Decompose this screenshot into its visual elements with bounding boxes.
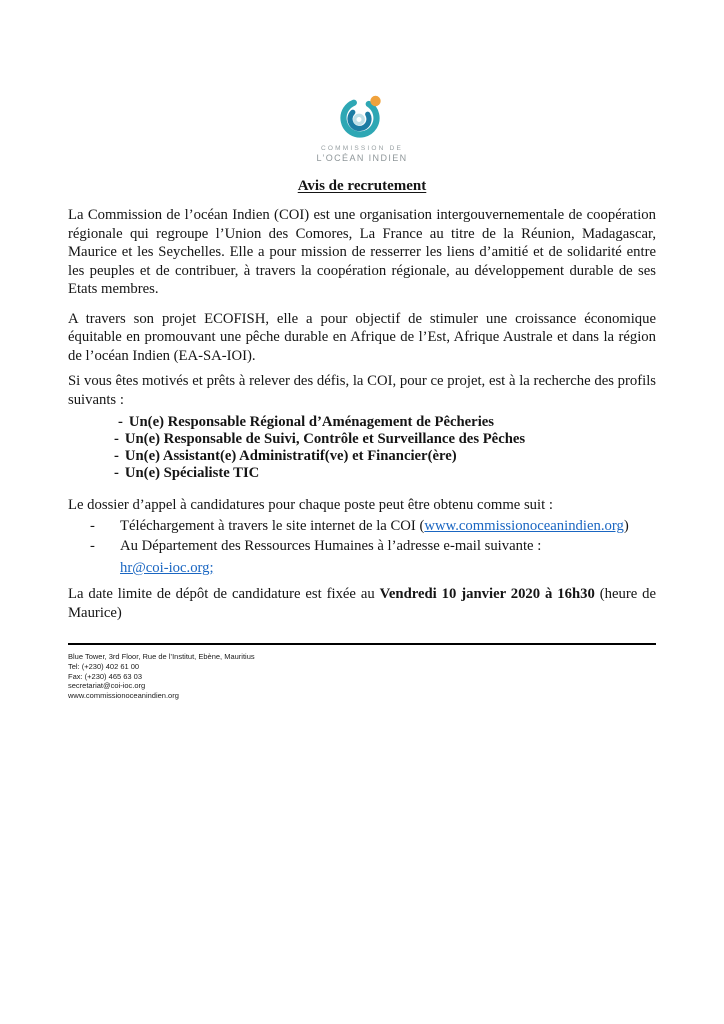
page-title (68, 178, 656, 195)
bullet-hr-label: Au Département des Ressources Humaines à l’adresse e-mail suivante : (120, 538, 542, 554)
footer-website: www.commissionoceanindien.org (68, 691, 179, 701)
bullet-hr-text (120, 537, 656, 577)
deadline-pre-text: La date limite de dépôt de candidature est fixée au (68, 586, 380, 602)
hr-email-link[interactable]: hr@coi-ioc.org; (120, 559, 214, 576)
bullet-hr-email (68, 537, 656, 577)
logo-org-name-line2: L’OCÉAN INDIEN (316, 153, 408, 163)
coi-website-link[interactable]: www.commissionoceanindien.org (424, 517, 624, 534)
footer-fax: Fax: (+230) 465 63 03 (68, 671, 143, 681)
footer-address: Blue Tower, 3rd Floor, Rue de l’Institut, Ebène, Mauritius (68, 652, 255, 661)
dossier-intro: Le dossier d’appel à candidatures pour chaque poste peut être obtenu comme suit : (68, 497, 553, 513)
position-item (114, 448, 656, 465)
ecofish-paragraph: A travers son projet ECOFISH, elle a pour objectif de stimuler une croissance économique équitable en promouvant une pêche durable en Afrique de l’Est, Afrique Australe et dans la région de l’océan Indien (EA-SA-IOI). (68, 310, 656, 364)
position-item (114, 431, 656, 448)
logo-org-name-line1: COMMISSION DE (320, 145, 404, 152)
deadline-paragraph (68, 585, 656, 622)
bullet-download-pre: Téléchargement à travers le site internet de la COI ( (120, 517, 425, 534)
dash-marker: - (118, 414, 123, 430)
logo-orange-dot (370, 96, 380, 106)
footer-tel: Tel: (+230) 402 61 00 (68, 661, 140, 671)
position-label: Un(e) Responsable Régional d’Aménagement de Pêcheries (128, 414, 495, 430)
deadline-post-text: (heure de Maurice) (68, 586, 657, 621)
document-page (68, 0, 656, 701)
deadline-date: Vendredi 10 janvier 2020 à 16h30 (379, 586, 595, 602)
position-label: Un(e) Spécialiste TIC (124, 465, 260, 481)
position-label: Un(e) Assistant(e) Administratif(ve) et Financier(ère) (124, 448, 457, 464)
dash-marker: - (114, 448, 119, 464)
dash-marker: - (90, 538, 95, 554)
dash-marker: - (114, 431, 119, 447)
position-label: Un(e) Responsable de Suivi, Contrôle et Surveillance des Pêches (124, 431, 526, 447)
footer-email: secretariat@coi-ioc.org (68, 681, 146, 691)
hr-email-line (120, 559, 656, 578)
dash-marker: - (114, 465, 119, 481)
footer (68, 652, 656, 701)
bullet-download (68, 517, 656, 536)
bullet-download-text (120, 517, 656, 536)
position-item (114, 414, 656, 431)
dash-marker: - (90, 517, 95, 534)
intro-paragraph: La Commission de l’océan Indien (COI) est une organisation intergouvernementale de coopération régionale qui regroupe l’Union des Comores, La France au titre de la Réunion, Madagascar, Maurice et les Seychelles. Elle a pour mission de resserrer les liens d’amitié et de solidarité entre les peuples et de contribuer, à travers la coopération régionale, au développement durable de ses Etats membres. (68, 207, 656, 297)
positions-list (68, 414, 656, 482)
position-item (114, 465, 656, 482)
bullet-download-post: ) (623, 517, 629, 534)
page-title-text: Avis de recrutement (297, 178, 427, 194)
coi-logo-icon (334, 94, 390, 138)
coi-logo (68, 94, 656, 163)
footer-divider (68, 643, 656, 645)
profils-paragraph: Si vous êtes motivés et prêts à relever des défis, la COI, pour ce projet, est à la recherche des profils suivants : (68, 373, 656, 408)
